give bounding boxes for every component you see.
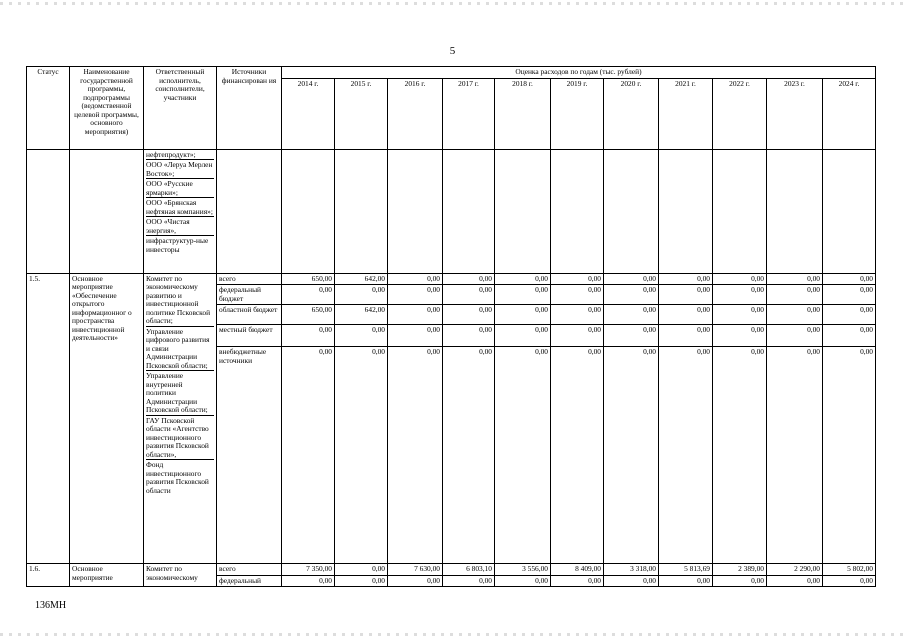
value-cell: 0,00 [335,564,388,576]
value-cell: 0,00 [659,273,713,285]
header-year: 2022 г. [713,78,767,149]
value-cell: 0,00 [551,285,604,305]
source-cell: всего [217,564,282,576]
header-year: 2014 г. [282,78,335,149]
value-cell: 0,00 [823,575,876,587]
value-cell: 3 556,00 [495,564,551,576]
value-cell: 0,00 [551,305,604,325]
value-cell: 0,00 [495,305,551,325]
value-cell: 0,00 [551,347,604,564]
status-cell: 1.6. [27,564,70,587]
table-row [27,273,876,285]
header-sources: Источники финансирован ия [217,67,282,150]
value-cell: 0,00 [713,325,767,347]
value-cell: 0,00 [767,325,823,347]
value-cell: 0,00 [282,575,335,587]
value-cell: 0,00 [495,347,551,564]
value-cell: 0,00 [713,273,767,285]
activity-name: Основное мероприятие «Обеспечение открытого информационног о пространства инвестиционной деятельности» [70,273,144,564]
participant: ООО «Русские ярмарки»; [146,178,214,197]
source-cell: областной бюджет [217,305,282,325]
source-cell: местный бюджет [217,325,282,347]
participant: ГАУ Псковской области «Агентство инвестиционного развития Псковской области», [146,415,214,460]
value-cell: 0,00 [823,305,876,325]
value-cell: 0,00 [604,305,659,325]
footer-code: 136МН [35,600,67,611]
value-cell: 0,00 [604,325,659,347]
value-cell: 0,00 [388,305,443,325]
value-cell: 0,00 [282,325,335,347]
value-cell: 0,00 [659,305,713,325]
value-cell: 0,00 [388,325,443,347]
value-cell: 0,00 [335,325,388,347]
value-cell: 0,00 [659,325,713,347]
status-cell: 1.5. [27,273,70,564]
table-row [27,564,876,576]
participant: инфраструктур-ные инвесторы [146,235,214,254]
value-cell: 0,00 [443,285,495,305]
value-cell: 7 350,00 [282,564,335,576]
header-year: 2024 г. [823,78,876,149]
value-cell: 0,00 [767,347,823,564]
value-cell: 0,00 [335,347,388,564]
continuation-participants [144,149,217,273]
value-cell: 5 813,69 [659,564,713,576]
value-cell: 0,00 [713,347,767,564]
value-cell: 0,00 [767,305,823,325]
value-cell: 6 803,10 [443,564,495,576]
value-cell: 0,00 [604,575,659,587]
value-cell: 0,00 [443,325,495,347]
value-cell: 0,00 [767,273,823,285]
value-cell: 0,00 [282,285,335,305]
header-year: 2018 г. [495,78,551,149]
header-year: 2016 г. [388,78,443,149]
value-cell: 0,00 [767,575,823,587]
value-cell: 642,00 [335,305,388,325]
value-cell: 0,00 [282,347,335,564]
value-cell: 0,00 [551,325,604,347]
value-cell: 0,00 [713,575,767,587]
header-year: 2023 г. [767,78,823,149]
header-year: 2017 г. [443,78,495,149]
value-cell: 0,00 [713,305,767,325]
page-number: 5 [449,45,456,57]
participant: Управление внутренней политики Администрации Псковской области; [146,370,214,415]
value-cell: 0,00 [443,575,495,587]
participants-cell: Комитет по экономическому [144,564,217,587]
expenditure-table [26,66,876,587]
value-cell: 2 290,00 [767,564,823,576]
value-cell: 650,00 [282,305,335,325]
value-cell: 0,00 [823,273,876,285]
value-cell: 8 409,00 [551,564,604,576]
value-cell: 650,00 [282,273,335,285]
participant: ООО «Леруа Мерлен Восток»; [146,160,213,178]
value-cell: 0,00 [551,273,604,285]
value-cell: 0,00 [495,575,551,587]
value-cell: 0,00 [823,325,876,347]
participant: нефтепродукт»; [146,149,196,159]
header-name: Наименование государственной программы, подпрограммы (ведомственной целевой программы, основного мероприятия) [70,67,144,150]
value-cell: 7 630,00 [388,564,443,576]
value-cell: 0,00 [551,575,604,587]
participant: ООО «Чистая энергия», [146,216,214,235]
scan-noise-bottom [0,633,905,636]
header-estimate: Оценка расходов по годам (тыс. рублей) [282,67,876,79]
continuation-row [27,149,876,273]
participants-cell [144,273,217,564]
header-status: Статус [27,67,70,150]
value-cell: 3 318,00 [604,564,659,576]
activity-name: Основное мероприятие [70,564,144,587]
value-cell: 0,00 [443,347,495,564]
value-cell: 0,00 [604,347,659,564]
scan-noise-top [0,2,905,5]
header-year: 2020 г. [604,78,659,149]
source-cell: всего [217,273,282,285]
value-cell: 0,00 [659,285,713,305]
source-cell: внебюджетные источники [217,347,282,564]
value-cell: 0,00 [823,347,876,564]
source-cell: федеральный бюджет [217,285,282,305]
value-cell: 0,00 [823,285,876,305]
value-cell: 0,00 [388,347,443,564]
value-cell: 0,00 [388,273,443,285]
header-year: 2015 г. [335,78,388,149]
value-cell: 0,00 [443,273,495,285]
value-cell: 0,00 [495,273,551,285]
value-cell: 0,00 [495,325,551,347]
value-cell: 2 389,00 [713,564,767,576]
value-cell: 0,00 [659,347,713,564]
value-cell: 0,00 [335,285,388,305]
value-cell: 0,00 [443,305,495,325]
value-cell: 642,00 [335,273,388,285]
source-cell: федеральный [217,575,282,587]
participant: ООО «Брянская нефтяная компания»; [146,198,213,216]
value-cell: 0,00 [388,285,443,305]
value-cell: 0,00 [495,285,551,305]
header-year: 2019 г. [551,78,604,149]
participant: Комитет по экономическому развитию и инвестиционной политике Псковской области; [146,273,211,326]
value-cell: 0,00 [604,273,659,285]
value-cell: 0,00 [767,285,823,305]
value-cell: 0,00 [713,285,767,305]
participant: Управление цифрового развития и связи Администрации Псковской области; [146,326,214,371]
header-year: 2021 г. [659,78,713,149]
value-cell: 0,00 [604,285,659,305]
value-cell: 0,00 [659,575,713,587]
value-cell: 5 802,00 [823,564,876,576]
header-responsible: Ответственный исполнитель, соисполнители, участники [144,67,217,150]
value-cell: 0,00 [335,575,388,587]
value-cell: 0,00 [388,575,443,587]
participant: Фонд инвестиционного развития Псковской области [146,459,214,495]
